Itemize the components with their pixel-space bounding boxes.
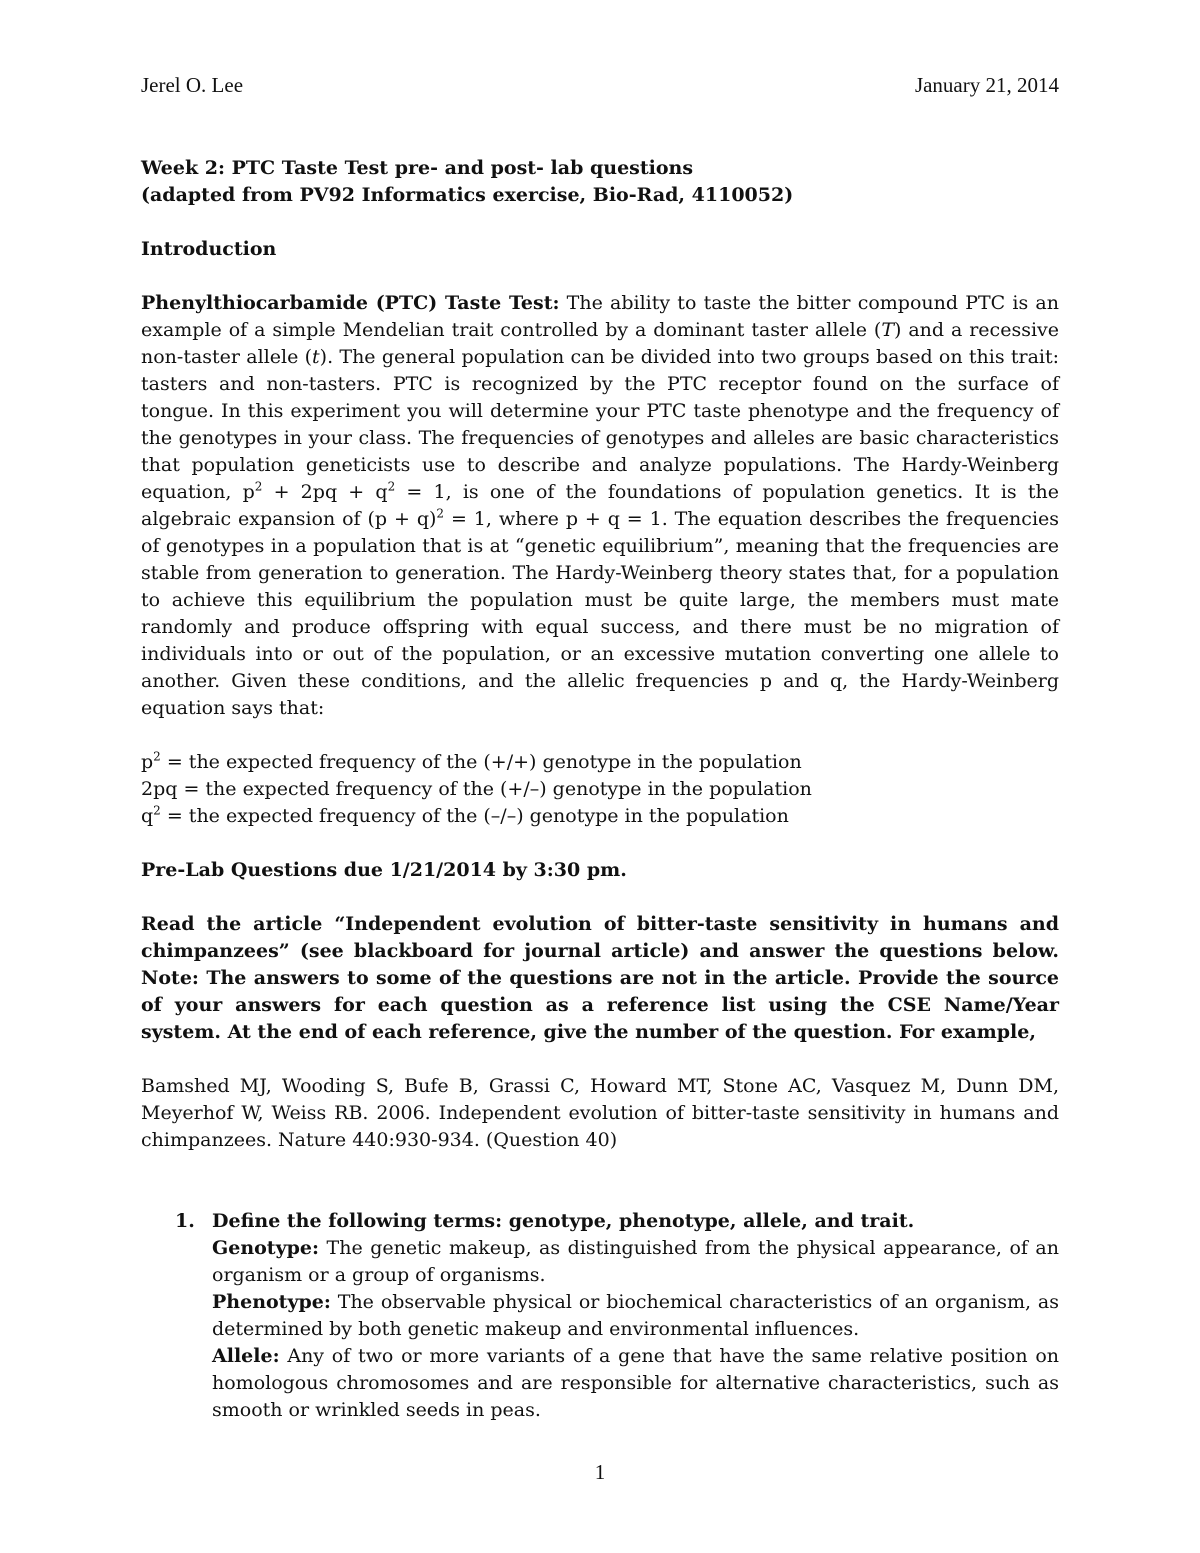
intro-text: + 2pq + q	[262, 481, 388, 503]
definition-text: The genetic makeup, as distinguished from the physical appearance, of an organism or a group of organisms.	[212, 1237, 1059, 1286]
hardy-weinberg-equations	[141, 749, 1059, 830]
intro-text: ) and a recessive non-taster allele (	[141, 319, 1059, 368]
list-item	[141, 1208, 1059, 1424]
intro-text: The ability to taste the bitter compound PTC is an example of a simple Mendelian trait controlled by a dominant taster allele (	[141, 292, 1059, 341]
definition-text: Any of two or more variants of a gene that have the same relative position on homologous chromosomes and are responsible for alternative characteristics, such as smooth or wrinkled seeds in peas.	[212, 1345, 1059, 1421]
intro-text: ). The general population can be divided into two groups based on this trait: tasters and non-tasters. PTC is recognized by the PTC receptor found on the surface of tongue. In this experiment you will determine your PTC taste phenotype and the frequency of the genotypes in your class. The frequencies of genotypes and alleles are basic characteristics that population geneticists use to describe and analyze populations. The Hardy-Weinberg equation, p	[141, 346, 1060, 503]
superscript: 2	[387, 479, 396, 494]
header-date: January 21, 2014	[914, 73, 1059, 97]
title-line-2: (adapted from PV92 Informatics exercise, Bio-Rad, 4110052)	[141, 184, 794, 206]
question-list	[141, 1208, 1059, 1424]
allele-dominant: T	[881, 319, 894, 341]
allele-recessive: t	[312, 346, 320, 368]
introduction-heading: Introduction	[141, 238, 277, 260]
question-number: 1.	[175, 1210, 195, 1232]
definition-term: Phenotype:	[212, 1291, 331, 1313]
intro-lead: Phenylthiocarbamide (PTC) Taste Test:	[141, 292, 560, 314]
page-number: 1	[594, 1460, 606, 1484]
intro-text: = 1, is one of the foundations of population genetics. It is the algebraic expansion of (p + q)	[141, 481, 1059, 530]
definition-term: Genotype:	[212, 1237, 320, 1259]
definition-allele	[212, 1343, 1059, 1424]
author-name: Jerel O. Lee	[141, 73, 244, 97]
definition-phenotype	[212, 1289, 1059, 1343]
equation-line: $q^2$ = the expected frequency of the (–/–) genotype in the population	[141, 803, 789, 827]
definition-term: Allele:	[212, 1345, 280, 1367]
intro-text: = 1, where p + q = 1. The equation describes the frequencies of genotypes in a population that is at “genetic equilibrium”, meaning that the frequencies are stable from generation to generation. The Hardy-Weinberg theory states that, for a population to achieve this equilibrium the population must be quite large, the members must mate randomly and produce offspring with equal success, and there must be no migration of individuals into or out of the population, or an excessive mutation converting one allele to another. Given these conditions, and the allelic frequencies p and q, the Hardy-Weinberg equation says that:	[141, 508, 1060, 719]
prelab-heading: Pre-Lab Questions due 1/21/2014 by 3:30 pm.	[141, 859, 627, 881]
introduction-paragraph	[141, 290, 1059, 722]
question-text: Define the following terms: genotype, phenotype, allele, and trait.	[212, 1210, 915, 1232]
page-content	[141, 72, 1059, 1443]
superscript: 2	[436, 506, 445, 521]
equation-line: 2pq = the expected frequency of the (+/–) genotype in the population	[141, 778, 812, 800]
equation-line: $p^2$ = the expected frequency of the (+/+) genotype in the population	[141, 749, 802, 773]
document-title	[141, 155, 1059, 209]
example-reference: Bamshed MJ, Wooding S, Bufe B, Grassi C, Howard MT, Stone AC, Vasquez M, Dunn DM, Meyerhof W, Weiss RB. 2006. Independent evolution of bitter-taste sensitivity in humans and chimpanzees. Nature 440:930-934. (Question 40)	[141, 1075, 1059, 1151]
assignment-instructions: Read the article “Independent evolution of bitter-taste sensitivity in humans and chimpanzees” (see blackboard for journal article) and answer the questions below. Note: The answers to some of the questions are not in the article. Provide the source of your answers for each question as a reference list using the CSE Name/Year system. At the end of each reference, give the number of the question. For example,	[141, 913, 1059, 1043]
definition-text: The observable physical or biochemical characteristics of an organism, as determined by both genetic makeup and environmental influences.	[212, 1291, 1059, 1340]
superscript: 2	[254, 479, 263, 494]
definition-genotype	[212, 1235, 1059, 1289]
title-line-1: Week 2: PTC Taste Test pre- and post- lab questions	[141, 157, 694, 179]
page-header	[141, 72, 1059, 99]
